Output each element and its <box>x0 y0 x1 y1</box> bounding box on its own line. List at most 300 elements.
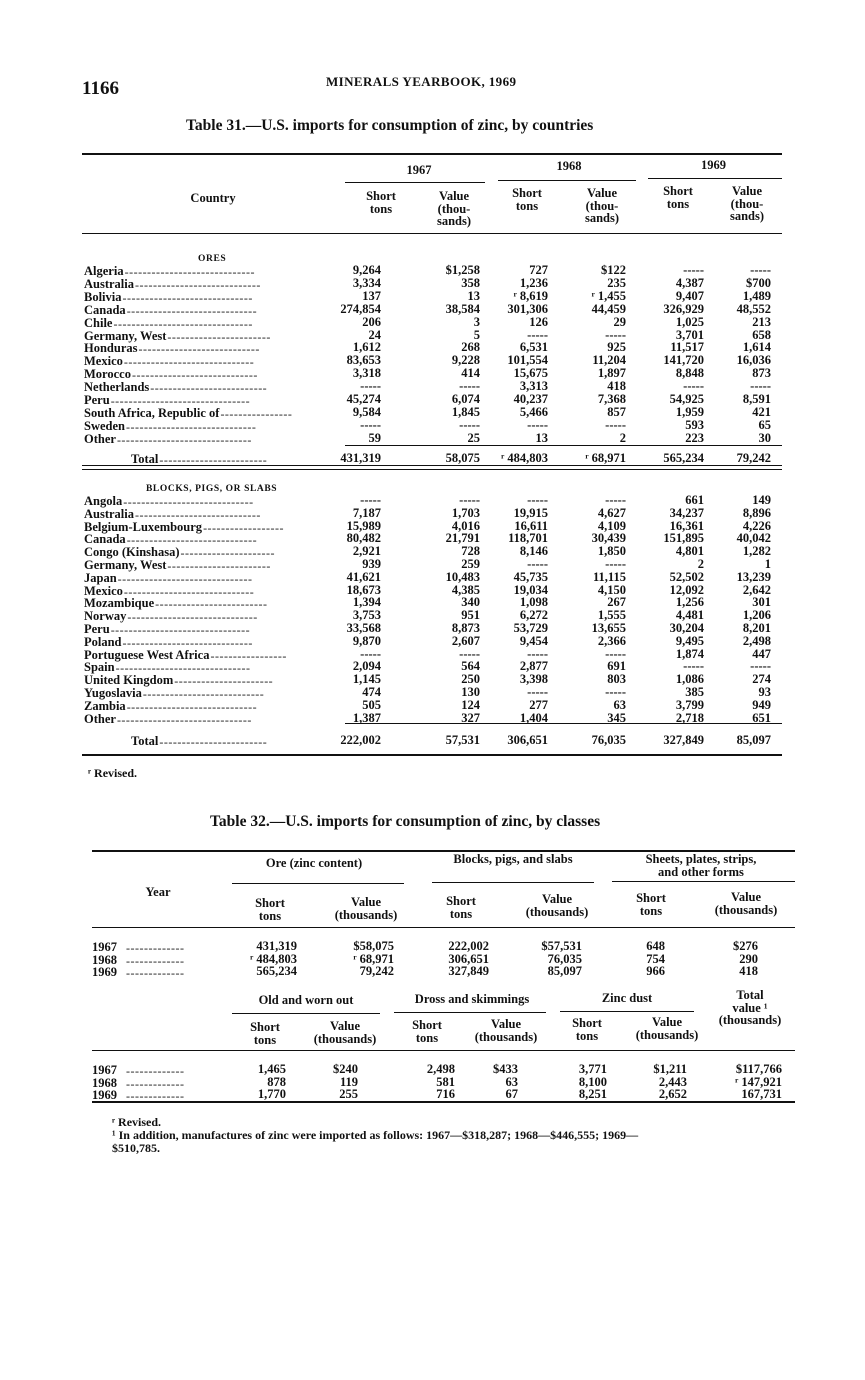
country-label: Spain <box>84 660 115 675</box>
cell-value: 1,025 <box>675 314 704 329</box>
table31-top-rule <box>82 153 782 155</box>
dot-leader: ------------------------------- <box>110 394 251 408</box>
cell-value: ----- <box>527 493 548 507</box>
t32-cell: 565,234 <box>256 964 297 978</box>
cell-value: 19,034 <box>513 582 548 597</box>
cell-value: 8,896 <box>742 505 771 520</box>
t32-sub-header: Short tons <box>255 896 285 923</box>
cell-value: 6,272 <box>519 608 548 623</box>
cell-value: 3 <box>473 314 480 329</box>
cell-value: 2 <box>697 557 704 571</box>
cell-value: 48,552 <box>736 301 771 316</box>
cell-value: 1,555 <box>597 608 626 623</box>
cell-value: 16,361 <box>669 518 704 533</box>
t32-cell-2: ʳ 147,921 <box>735 1074 782 1089</box>
table31-ores-double-rule <box>82 465 782 470</box>
cell-value: 54,925 <box>669 392 704 406</box>
cell-value: 40,042 <box>736 531 771 546</box>
cell-value: 1,845 <box>451 404 480 419</box>
t32-cell-2: 119 <box>339 1074 358 1089</box>
cell-value: ----- <box>527 646 548 661</box>
cell-value: ----- <box>683 263 704 277</box>
country-label: Peru <box>84 393 110 407</box>
cell-value: 5 <box>473 327 480 342</box>
cell-value: 1,282 <box>742 544 771 559</box>
cell-value: 13 <box>467 288 480 303</box>
cell-value: 45,735 <box>513 569 548 584</box>
table32-bottom-rule <box>92 1101 795 1103</box>
cell-value: 44,459 <box>591 301 626 316</box>
cell-value: ----- <box>605 685 626 699</box>
country-label: Algeria <box>84 264 124 278</box>
cell-value: ----- <box>750 379 771 394</box>
cell-value: 267 <box>607 595 626 610</box>
t32-cell-2: 2,498 <box>426 1062 455 1076</box>
cell-value: 873 <box>752 366 771 381</box>
cell-value: ʳ 1,455 <box>591 288 626 303</box>
cell-value: $122 <box>601 263 626 277</box>
cell-value: 277 <box>529 697 548 712</box>
country-label: Peru <box>84 622 110 636</box>
t32-cell: 290 <box>739 951 758 966</box>
cell-value: 3,701 <box>675 327 704 342</box>
cell-value: 8,146 <box>519 544 548 559</box>
dot-leader: ----------------------------- <box>126 533 258 548</box>
dot-leader: ------------------------ <box>159 453 268 467</box>
cell-value: 3,313 <box>519 379 548 394</box>
cell-value: 1,489 <box>742 288 771 303</box>
cell-value: 141,720 <box>663 353 704 368</box>
dot-leader: -------------------------- <box>150 381 268 396</box>
cell-value: 418 <box>607 379 626 394</box>
cell-value: 83,653 <box>346 353 381 368</box>
cell-value: 3,398 <box>519 672 548 687</box>
table31-year-1967: 1967 <box>406 163 432 177</box>
table31-ores-subtotal-rule <box>345 445 782 446</box>
t32-sub-header: Short tons <box>636 891 666 918</box>
dot-leader: --------------------------- <box>142 687 265 701</box>
t32-cell: $58,075 <box>353 939 394 953</box>
t32-sub-header-2: Value (thousands) <box>313 1019 377 1046</box>
t32-group-rule <box>432 882 594 883</box>
t32-year-label-2: 1969 <box>92 1088 117 1102</box>
country-label: Congo (Kinshasa) <box>84 545 180 560</box>
cell-value: 4,481 <box>675 608 704 623</box>
total-value: 79,242 <box>736 451 771 465</box>
table31-year-rule-1969 <box>648 178 782 179</box>
cell-value: 65 <box>758 417 771 432</box>
country-label: South Africa, Republic of <box>84 405 220 420</box>
t32-sub-header-2: Value (thousands) <box>474 1017 538 1044</box>
cell-value: 803 <box>607 672 626 687</box>
cell-value: 130 <box>461 685 480 699</box>
t32-cell: ʳ 484,803 <box>250 951 297 966</box>
cell-value: 30 <box>758 430 771 445</box>
dot-leader: ----------------------------- <box>122 290 253 305</box>
table31-country-header: Country <box>190 191 236 205</box>
country-label: Morocco <box>84 367 131 382</box>
t31-col-header: Short tons <box>366 189 396 216</box>
country-label: Germany, West <box>84 558 167 572</box>
t32-year-label: 1967 <box>92 940 117 954</box>
cell-value: ----- <box>527 417 548 432</box>
cell-value: ----- <box>605 493 626 507</box>
dot-leader: ---------------------------- <box>135 277 261 292</box>
t32-sub-header-2: Short tons <box>250 1020 280 1047</box>
t32-cell-2: 8,251 <box>578 1087 607 1101</box>
t32-group-header: Blocks, pigs, and slabs <box>453 852 573 866</box>
cell-value: 691 <box>607 659 626 674</box>
country-label: United Kingdom <box>84 673 174 688</box>
cell-value: $1,258 <box>445 263 480 277</box>
t32-cell-2: $117,766 <box>735 1062 782 1076</box>
t32-group-header-2: Old and worn out <box>258 993 354 1007</box>
total-value: 327,849 <box>663 733 704 747</box>
cell-value: 326,929 <box>663 301 704 316</box>
dot-leader: --------------------- <box>180 546 275 561</box>
cell-value: 4,385 <box>451 582 480 597</box>
dot-leader: ----------------------------- <box>126 699 258 714</box>
country-label: Norway <box>84 609 127 624</box>
table31-bottom-rule <box>82 754 782 756</box>
t32-cell-2: 2,652 <box>658 1087 687 1101</box>
cell-value: ----- <box>605 417 626 432</box>
cell-value: 1,404 <box>519 710 548 725</box>
cell-value: ----- <box>459 379 480 394</box>
table31-year-rule-1967 <box>345 182 485 183</box>
dot-leader: ----------------------- <box>167 329 271 344</box>
country-label: Chile <box>84 315 113 330</box>
t32-cell: 966 <box>646 964 665 978</box>
t32-cell-2: 3,771 <box>578 1062 607 1076</box>
cell-value: 13 <box>535 430 548 445</box>
cell-value: 340 <box>461 595 480 610</box>
t32-cell: $57,531 <box>541 939 582 953</box>
table32-header-rule-2 <box>92 1050 795 1051</box>
t32-group-header: Ore (zinc content) <box>265 856 363 870</box>
cell-value: 223 <box>685 430 704 445</box>
cell-value: 857 <box>607 404 626 419</box>
total-value: ʳ 68,971 <box>585 451 626 465</box>
cell-value: 235 <box>607 275 626 290</box>
t31-col-header: Value (thou- sands) <box>584 186 620 225</box>
cell-value: ----- <box>360 417 381 432</box>
cell-value: 124 <box>461 697 480 712</box>
t32-cell: 431,319 <box>256 939 297 953</box>
t32-group-header-2: Total value ¹ (thousands) <box>718 988 782 1027</box>
cell-value: 13,655 <box>591 621 626 635</box>
cell-value: 1,612 <box>352 340 381 355</box>
dot-leader: --------------------------- <box>138 342 260 357</box>
t32-cell-2: $433 <box>493 1062 518 1076</box>
t32-cell-2: $1,211 <box>653 1062 687 1076</box>
country-label: Other <box>84 431 116 446</box>
t32-cell: 754 <box>646 951 665 966</box>
cell-value: 949 <box>752 697 771 712</box>
cell-value: 45,274 <box>346 392 381 406</box>
cell-value: 41,621 <box>346 569 381 584</box>
t32-cell-2: 255 <box>339 1087 358 1101</box>
table31-blocks-heading: BLOCKS, PIGS, OR SLABS <box>146 484 278 494</box>
cell-value: 564 <box>461 659 480 674</box>
cell-value: 2,366 <box>597 633 626 648</box>
country-label: Other <box>84 711 116 726</box>
cell-value: ----- <box>683 379 704 394</box>
t32-year-label-2: 1968 <box>92 1075 117 1090</box>
t32-cell-2: 167,731 <box>741 1087 782 1101</box>
cell-value: 1 <box>764 557 771 571</box>
cell-value: 421 <box>752 404 771 419</box>
t32-group-header: Sheets, plates, strips, and other forms <box>645 852 757 879</box>
cell-value: 29 <box>613 314 626 329</box>
t32-cell: 648 <box>646 939 665 953</box>
cell-value: 1,703 <box>451 505 480 520</box>
dot-leader: ------------------------------ <box>115 661 251 676</box>
table32-footnote-1: ¹ In addition, manufactures of zinc were imported as follows: 1967—$318,287; 1968—$446,555; 1969— $510,785. <box>112 1128 639 1155</box>
total-value: 58,075 <box>445 451 480 465</box>
cell-value: ----- <box>360 379 381 394</box>
table32-year-header: Year <box>145 885 171 899</box>
cell-value: 16,036 <box>736 353 771 368</box>
cell-value: 2,642 <box>742 582 771 597</box>
dot-leader: ------------- <box>126 941 185 955</box>
country-label: Canada <box>84 302 126 317</box>
total-value: 431,319 <box>340 451 381 465</box>
table31-footnote: ʳ Revised. <box>88 766 138 780</box>
t31-col-header: Value (thou- sands) <box>436 189 472 228</box>
dot-leader: ------------------------------- <box>110 623 251 637</box>
country-label: Netherlands <box>84 380 150 395</box>
t32-cell: $276 <box>733 939 758 953</box>
cell-value: 12,092 <box>669 582 704 597</box>
dot-leader: ------------------------------ <box>116 432 252 447</box>
cell-value: 30,439 <box>591 531 626 546</box>
dot-leader: ----------------------------- <box>122 635 253 650</box>
dot-leader: ----------------------------- <box>123 355 255 370</box>
cell-value: 327 <box>461 710 480 725</box>
dot-leader: ------------------------------- <box>113 316 253 331</box>
cell-value: 21,791 <box>445 531 480 546</box>
cell-value: 10,483 <box>445 569 480 584</box>
t32-year-label-2: 1967 <box>92 1063 117 1077</box>
country-label: Yugoslavia <box>84 686 142 700</box>
cell-value: 1,387 <box>352 710 381 725</box>
cell-value: 3,753 <box>352 608 381 623</box>
cell-value: 1,874 <box>675 646 704 661</box>
cell-value: ----- <box>683 659 704 674</box>
cell-value: 9,454 <box>519 633 548 648</box>
country-label: Angola <box>84 494 123 508</box>
cell-value: 358 <box>461 275 480 290</box>
table31-title: Table 31.—U.S. imports for consumption of zinc, by countries <box>186 117 594 134</box>
cell-value: 53,729 <box>513 621 548 635</box>
t32-group-rule-2 <box>232 1013 380 1014</box>
t32-group-header-2: Zinc dust <box>601 991 653 1005</box>
cell-value: 274,854 <box>340 301 381 316</box>
cell-value: 661 <box>685 493 704 507</box>
cell-value: 6,074 <box>451 392 480 406</box>
cell-value: 4,150 <box>597 582 626 597</box>
t32-year-label: 1969 <box>92 965 117 979</box>
cell-value: 2,094 <box>352 659 381 674</box>
total-value: 85,097 <box>736 733 771 747</box>
cell-value: 2,498 <box>742 633 771 648</box>
page-number: 1166 <box>82 78 119 99</box>
cell-value: 18,673 <box>346 582 381 597</box>
cell-value: 658 <box>752 327 771 342</box>
cell-value: 301,306 <box>507 301 548 316</box>
t32-sub-header: Value (thousands) <box>334 895 398 922</box>
dot-leader: ---------------------------- <box>131 368 258 383</box>
t32-cell-2: 67 <box>505 1087 518 1101</box>
cell-value: 4,801 <box>675 544 704 559</box>
country-label: Sweden <box>84 418 125 433</box>
dot-leader: ----------------------------- <box>125 419 257 434</box>
cell-value: 9,407 <box>675 288 704 303</box>
t32-cell-2: 63 <box>505 1074 518 1089</box>
cell-value: 80,482 <box>346 531 381 546</box>
dot-leader: ---------------------- <box>174 674 274 689</box>
cell-value: 15,989 <box>346 518 381 533</box>
country-label: Germany, West <box>84 328 167 343</box>
cell-value: 1,098 <box>519 595 548 610</box>
dot-leader: ----------------------------- <box>123 495 254 509</box>
cell-value: 126 <box>529 314 548 329</box>
dot-leader: ------------------------- <box>155 597 268 612</box>
cell-value: 1,959 <box>675 404 704 419</box>
country-label: Mozambique <box>84 596 155 611</box>
cell-value: 11,115 <box>593 569 626 584</box>
cell-value: 1,236 <box>519 275 548 290</box>
cell-value: 6,531 <box>519 340 548 355</box>
cell-value: 24 <box>368 327 381 342</box>
t32-cell: 306,651 <box>448 951 489 966</box>
t32-cell: 222,002 <box>448 939 489 953</box>
table32-title: Table 32.—U.S. imports for consumption of zinc, by classes <box>210 813 601 830</box>
country-label: Honduras <box>84 341 138 356</box>
cell-value: 8,201 <box>742 621 771 635</box>
table32-footnote-revised: ʳ Revised. <box>112 1115 162 1129</box>
t32-group-rule <box>612 881 795 882</box>
t32-sub-header-2: Short tons <box>412 1018 442 1045</box>
cell-value: 8,591 <box>742 392 771 406</box>
t32-sub-header: Value (thousands) <box>714 890 778 917</box>
cell-value: 63 <box>613 697 626 712</box>
t32-cell-2: 1,465 <box>257 1062 286 1076</box>
cell-value: 11,517 <box>670 340 704 355</box>
table31-year-1968: 1968 <box>556 159 582 173</box>
cell-value: 101,554 <box>507 353 548 368</box>
cell-value: 7,368 <box>597 392 626 406</box>
dot-leader: ------------- <box>126 1089 185 1103</box>
cell-value: ----- <box>605 327 626 342</box>
country-label: Australia <box>84 506 134 521</box>
cell-value: 301 <box>752 595 771 610</box>
cell-value: 250 <box>461 672 480 687</box>
cell-value: ----- <box>459 493 480 507</box>
cell-value: 9,870 <box>352 633 381 648</box>
cell-value: 2,921 <box>352 544 381 559</box>
total-value: 57,531 <box>445 733 480 747</box>
cell-value: 1,394 <box>352 595 381 610</box>
cell-value: 939 <box>362 557 381 571</box>
cell-value: 2,877 <box>519 659 548 674</box>
t32-cell: ʳ 68,971 <box>353 951 394 966</box>
cell-value: 345 <box>607 710 626 725</box>
cell-value: 38,584 <box>445 301 480 316</box>
cell-value: 40,237 <box>513 392 548 406</box>
cell-value: 206 <box>362 314 381 329</box>
cell-value: 52,502 <box>669 569 704 584</box>
cell-value: 728 <box>461 544 480 559</box>
total-label: Total <box>131 452 159 466</box>
t31-col-header: Short tons <box>512 186 542 213</box>
cell-value: 474 <box>362 685 381 699</box>
cell-value: 951 <box>461 608 480 623</box>
t32-group-rule-2 <box>560 1011 694 1012</box>
t32-cell: 85,097 <box>547 964 582 978</box>
country-label: Mexico <box>84 583 123 598</box>
t32-year-label: 1968 <box>92 952 117 967</box>
cell-value: 9,495 <box>675 633 704 648</box>
t32-sub-header: Short tons <box>446 894 476 921</box>
t32-cell-2: 716 <box>436 1087 455 1101</box>
cell-value: 1,850 <box>597 544 626 559</box>
cell-value: 1,614 <box>742 340 771 355</box>
cell-value: 9,584 <box>352 404 381 419</box>
dot-leader: ----------------------------- <box>123 584 255 599</box>
t32-group-rule <box>232 883 404 884</box>
cell-value: ----- <box>750 263 771 277</box>
table31-ores-heading: ORES <box>198 254 227 264</box>
cell-value: 1,897 <box>597 366 626 381</box>
dot-leader: ----------------------------- <box>124 265 255 279</box>
country-label: Belgium-Luxembourg <box>84 519 203 534</box>
country-label: Zambia <box>84 698 126 713</box>
t32-group-rule-2 <box>394 1012 546 1013</box>
running-head: MINERALS YEARBOOK, 1969 <box>326 74 517 89</box>
total-value: 306,651 <box>507 733 548 747</box>
total-value: 565,234 <box>663 451 704 465</box>
cell-value: 1,086 <box>675 672 704 687</box>
t32-cell-2: $240 <box>333 1062 358 1076</box>
dot-leader: ------------------------ <box>159 735 268 749</box>
cell-value: 9,264 <box>352 263 381 277</box>
cell-value: 2 <box>619 430 626 445</box>
total-label: Total <box>131 734 159 748</box>
dot-leader: ----------------------------- <box>126 303 258 318</box>
cell-value: ----- <box>459 646 480 661</box>
total-value: 76,035 <box>591 733 626 747</box>
dot-leader: ----------------------- <box>167 559 271 573</box>
t32-cell: 327,849 <box>448 964 489 978</box>
cell-value: 274 <box>752 672 771 687</box>
cell-value: 593 <box>685 417 704 432</box>
dot-leader: ------------------ <box>203 520 284 535</box>
cell-value: 414 <box>461 366 480 381</box>
dot-leader: ------------- <box>126 953 185 968</box>
cell-value: ----- <box>459 417 480 432</box>
dot-leader: ------------------------------ <box>116 712 252 727</box>
cell-value: 149 <box>752 493 771 507</box>
cell-value: 19,915 <box>513 505 548 520</box>
table31-blocks-subtotal-rule <box>345 723 782 724</box>
cell-value: 9,228 <box>451 353 480 368</box>
cell-value: 2,718 <box>675 710 704 725</box>
t32-sub-header-2: Short tons <box>572 1016 602 1043</box>
country-label: Canada <box>84 532 126 547</box>
country-label: Poland <box>84 634 122 649</box>
